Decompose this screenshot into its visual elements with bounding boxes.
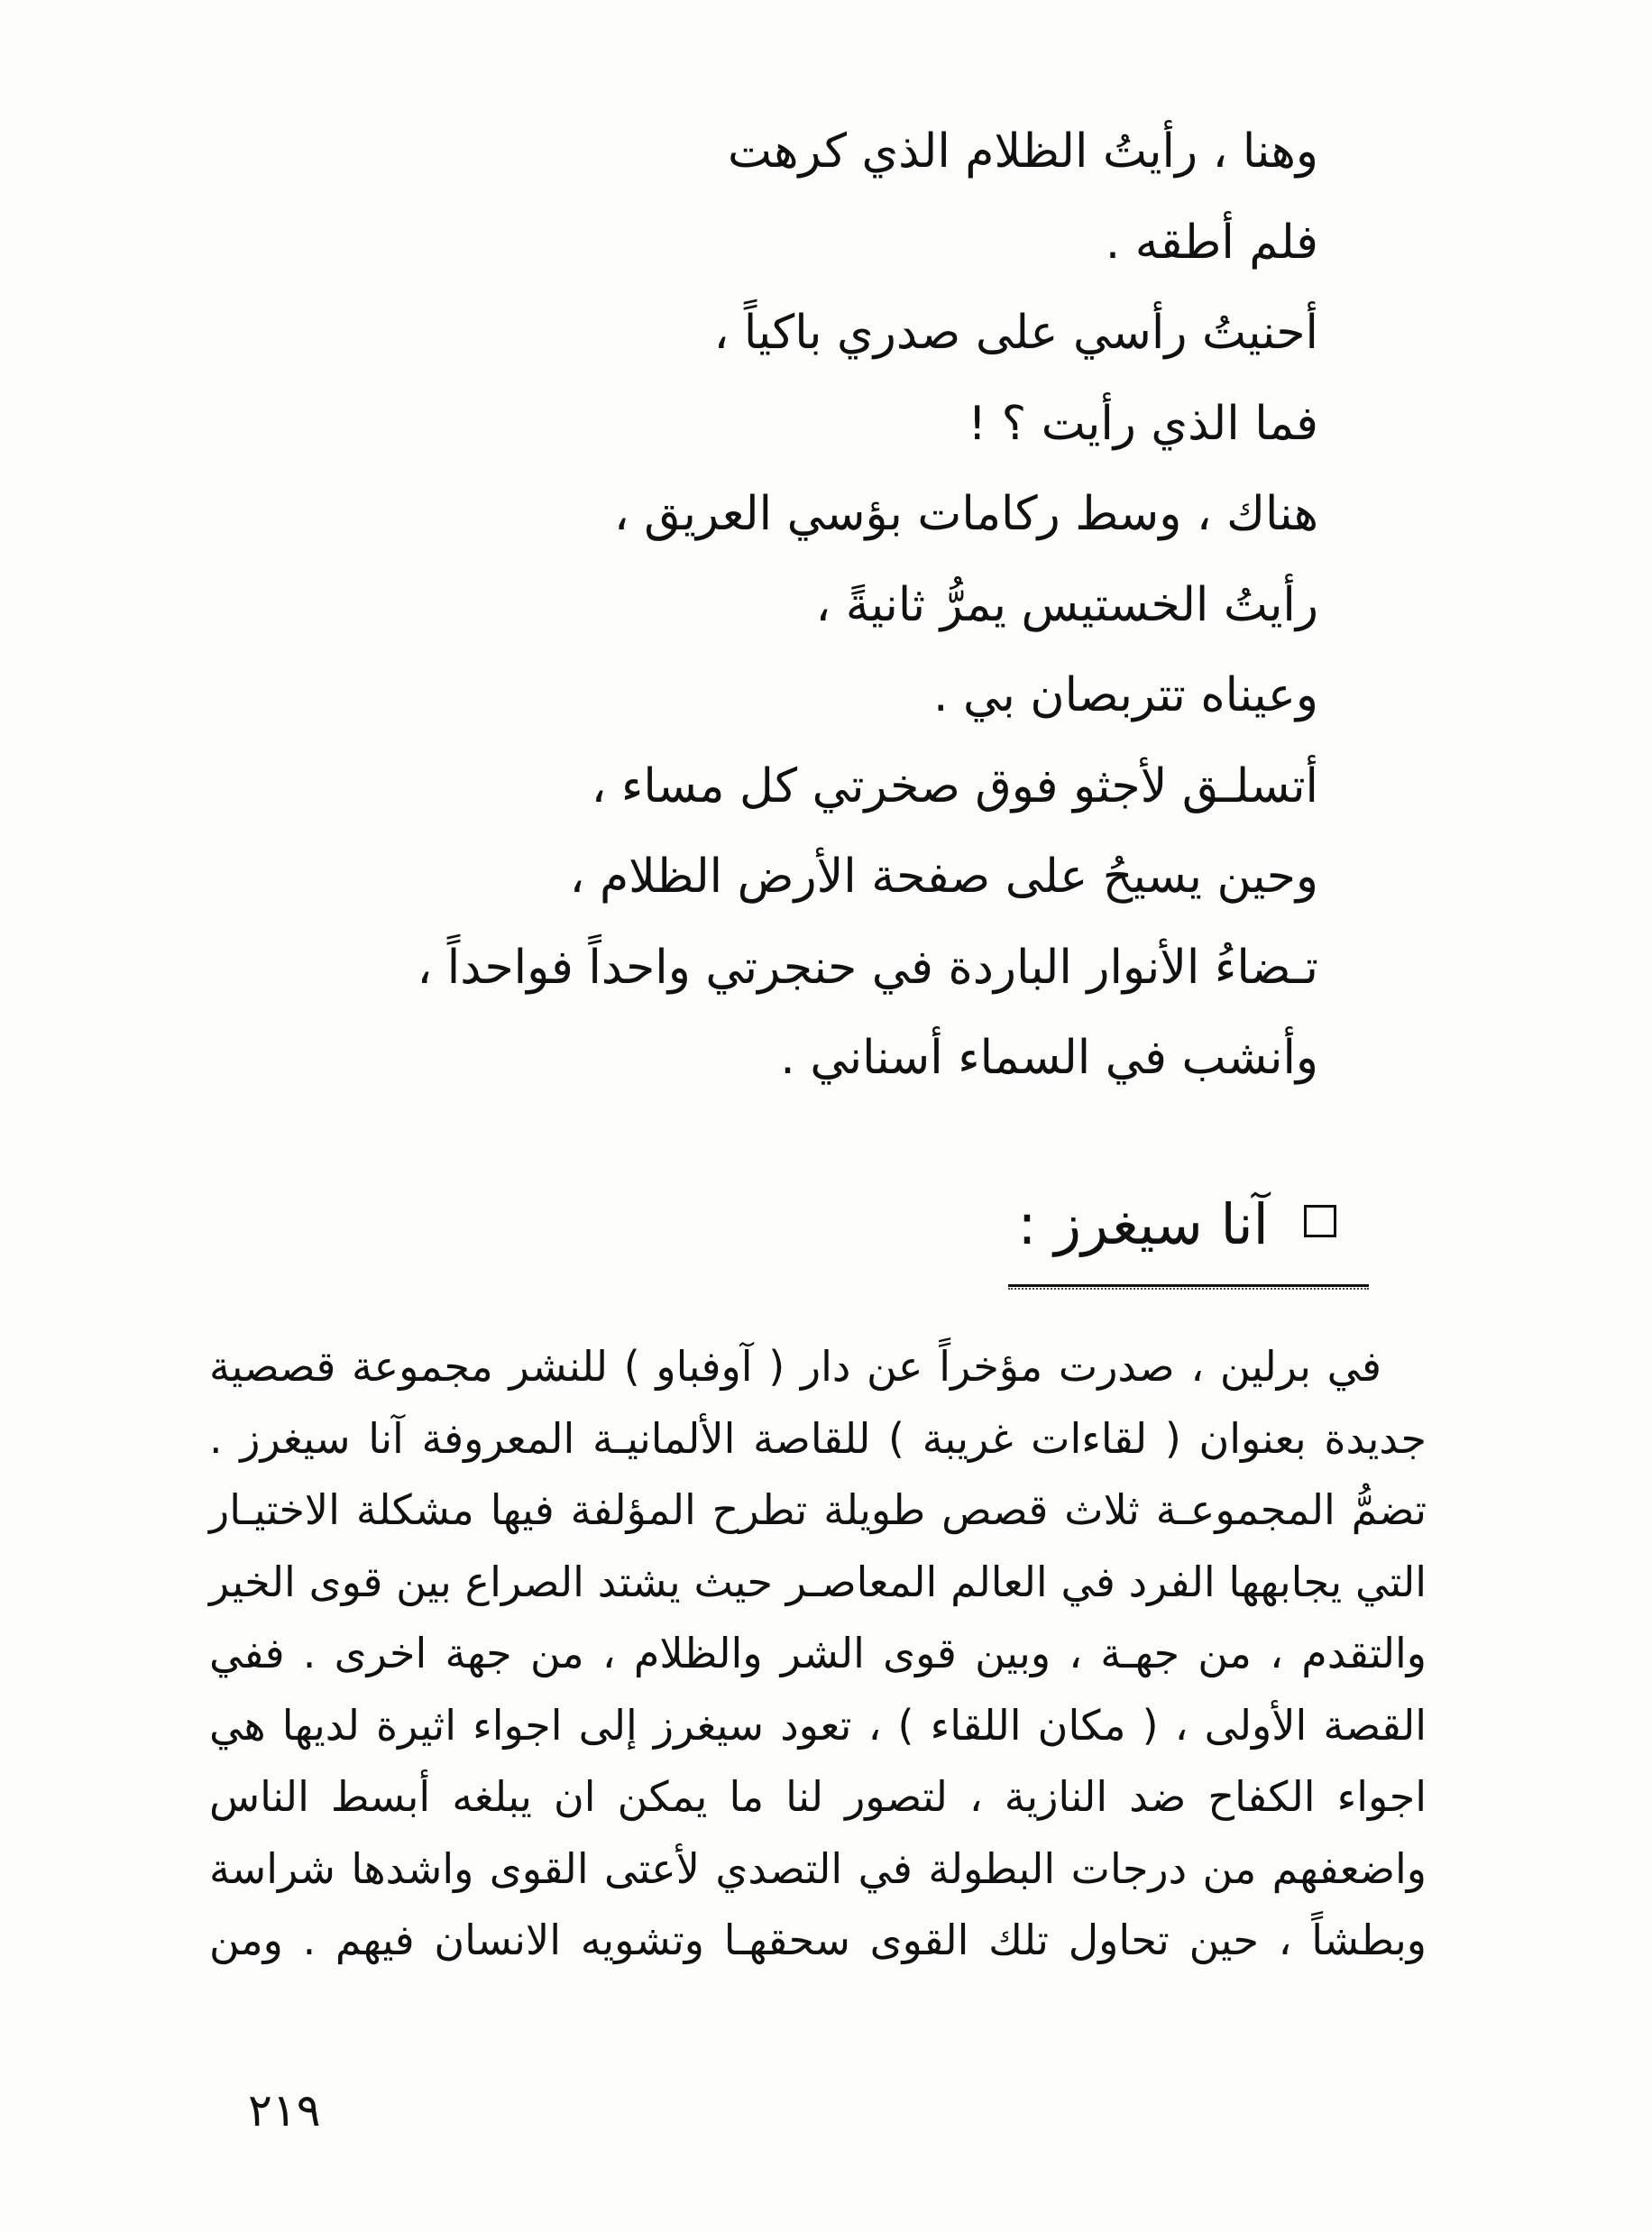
poem-line: أحنيتُ رأسي على صدري باكياً ، bbox=[713, 306, 1318, 360]
poem-block bbox=[326, 106, 1318, 1104]
paragraph-line: القصة الأولى ، ( مكان اللقاء ) ، تعود سيغرز إلى اجواء اثيرة لديها هي bbox=[209, 1700, 1427, 1750]
article-body bbox=[209, 1331, 1427, 1977]
paragraph-line: والتقدم ، من جهـة ، وبين قوى الشر والظلام ، من جهة اخرى . ففي bbox=[209, 1629, 1427, 1677]
paragraph-line: واضعفهم من درجات البطولة في التصدي لأعتى القوى واشدها شراسة bbox=[209, 1843, 1427, 1893]
poem-line: وهنا ، رأيتُ الظلام الذي كرهت bbox=[728, 124, 1318, 179]
square-bullet-icon bbox=[1304, 1205, 1336, 1237]
poem-line: رأيتُ الخستيس يمرُّ ثانيةً ، bbox=[815, 577, 1318, 632]
poem-line: هناك ، وسط ركامات بؤسي العريق ، bbox=[613, 487, 1318, 541]
poem-line: فلم أطقه . bbox=[1105, 215, 1318, 270]
paragraph-line: وبطشاً ، حين تحاول تلك القوى سحقهـا وتشويه الانسان فيهم . ومن bbox=[209, 1916, 1427, 1964]
poem-line: تـضاءُ الأنوار الباردة في حنجرتي واحداً فواحداً ، bbox=[417, 940, 1318, 995]
section-heading bbox=[831, 1189, 1336, 1261]
poem-line: أتسلـق لأجثو فوق صخرتي كل مساء ، bbox=[591, 758, 1318, 813]
poem-line: وأنشب في السماء أسناني . bbox=[780, 1031, 1318, 1085]
paragraph-line: تضمُّ المجموعـة ثلاث قصص طويلة تطرح المؤلفة فيها مشكلة الاختيـار bbox=[209, 1485, 1427, 1534]
poem-line: وعيناه تتربصان بي . bbox=[933, 668, 1318, 722]
poem-line: وحين يسيحُ على صفحة الأرض الظلام ، bbox=[569, 850, 1318, 904]
section-title: آنا سيغرز : bbox=[1017, 1191, 1269, 1257]
section-underline-dotted bbox=[1008, 1288, 1369, 1290]
paragraph-line: في برلين ، صدرت مؤخراً عن دار ( آوفباو ) للنشر مجموعة قصصية bbox=[209, 1342, 1381, 1391]
section-underline bbox=[1008, 1284, 1369, 1287]
paragraph-line: جديدة بعنوان ( لقاءات غريبة ) للقاصة الألمانيـة المعروفة آنا سيغرز . bbox=[209, 1413, 1427, 1463]
poem-line: فما الذي رأيت ؟ ! bbox=[968, 396, 1318, 451]
paragraph-line: التي يجابهها الفرد في العالم المعاصـر حيث يشتد الصراع بين قوى الخير bbox=[209, 1557, 1427, 1606]
page-number: ٢١٩ bbox=[248, 2084, 321, 2137]
paragraph-line: اجواء الكفاح ضد النازية ، لتصور لنا ما يمكن ان يبلغه أبسط الناس bbox=[209, 1772, 1427, 1821]
